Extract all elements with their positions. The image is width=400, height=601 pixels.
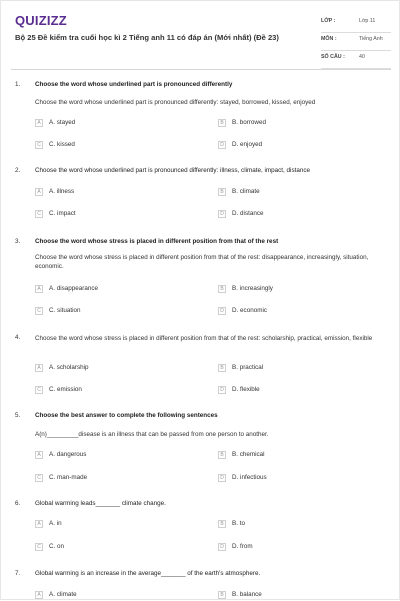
- question-number: 6.: [15, 500, 21, 507]
- option-text: A. scholarship: [49, 364, 89, 371]
- option-box: B: [218, 591, 226, 599]
- meta-count-label: SỐ CÂU :: [321, 54, 345, 60]
- worksheet-meta: [321, 15, 391, 69]
- option-text: A. climate: [49, 591, 77, 598]
- option-text: A. disappearance: [49, 285, 99, 292]
- option-text: B. to: [232, 520, 245, 527]
- option-text: C. kissed: [49, 141, 75, 148]
- option-text: D. flexible: [232, 386, 260, 393]
- meta-grade: [321, 15, 391, 33]
- question-number: 1.: [15, 81, 21, 88]
- question-heading: Choose the word whose underlined part is pronounced differently: illness, climate, impact, distance: [35, 167, 310, 174]
- header-divider: [11, 69, 391, 70]
- option-box: A: [35, 520, 43, 528]
- question-text: Choose the word whose stress is placed in different position from that of the rest: disappearance, increasingly, situation, economic.: [35, 254, 369, 270]
- option-text: C. impact: [49, 210, 76, 217]
- option-box: D: [218, 141, 226, 149]
- question-text: Choose the word whose underlined part is pronounced differently: stayed, borrowed, kissed, enjoyed: [35, 99, 316, 106]
- option-text: D. distance: [232, 210, 264, 217]
- question-heading: Choose the word whose stress is placed in different position from that of the rest: [35, 238, 279, 245]
- option-box: D: [218, 307, 226, 315]
- option-box: B: [218, 285, 226, 293]
- meta-count-value: 40: [359, 54, 365, 60]
- option-text: A. stayed: [49, 119, 76, 126]
- option-box: B: [218, 364, 226, 372]
- option-box: D: [218, 386, 226, 394]
- option-box: C: [35, 141, 43, 149]
- question-text: A(n)_________disease is an illness that can be passed from one person to another.: [35, 431, 269, 438]
- question-number: 2.: [15, 167, 21, 174]
- meta-subject: [321, 33, 391, 51]
- meta-grade-value: Lớp 11: [359, 18, 376, 24]
- option-text: A. illness: [49, 188, 75, 195]
- option-text: B. climate: [232, 188, 260, 195]
- option-text: A. dangerous: [49, 451, 87, 458]
- meta-grade-label: LỚP :: [321, 18, 336, 24]
- option-text: C. man-made: [49, 474, 88, 481]
- option-text: B. chemical: [232, 451, 265, 458]
- option-text: B. increasingly: [232, 285, 273, 292]
- option-text: C. situation: [49, 307, 81, 314]
- option-box: C: [35, 210, 43, 218]
- option-text: C. emission: [49, 386, 82, 393]
- option-box: B: [218, 520, 226, 528]
- option-box: B: [218, 451, 226, 459]
- option-box: C: [35, 474, 43, 482]
- option-text: B. balance: [232, 591, 262, 598]
- option-box: A: [35, 451, 43, 459]
- option-text: B. borrowed: [232, 119, 266, 126]
- option-text: D. economic: [232, 307, 267, 314]
- question-number: 4.: [15, 334, 21, 341]
- question-number: 5.: [15, 412, 21, 419]
- option-box: A: [35, 591, 43, 599]
- option-box: C: [35, 307, 43, 315]
- question-heading: Choose the word whose stress is placed in different position from that of the rest: scholarship, practical, emission, flexible: [35, 335, 373, 342]
- question-heading: Global warming leads_______ climate change.: [35, 500, 166, 507]
- meta-subject-value: Tiếng Anh: [359, 36, 383, 42]
- option-text: D. enjoyed: [232, 141, 263, 148]
- question-heading: Choose the best answer to complete the following sentences: [35, 412, 218, 419]
- option-box: B: [218, 119, 226, 127]
- option-box: A: [35, 188, 43, 196]
- option-box: D: [218, 543, 226, 551]
- option-text: C. on: [49, 543, 65, 550]
- question-number: 7.: [15, 570, 21, 577]
- option-box: B: [218, 188, 226, 196]
- option-box: C: [35, 386, 43, 394]
- question-heading: Choose the word whose underlined part is pronounced differently: [35, 81, 233, 88]
- question-number: 3.: [15, 238, 21, 245]
- option-text: B. practical: [232, 364, 264, 371]
- option-box: A: [35, 364, 43, 372]
- option-box: C: [35, 543, 43, 551]
- worksheet-title: Bộ 25 Đề kiểm tra cuối học kì 2 Tiếng anh 11 có đáp án (Mới nhất) (Đề 23): [15, 33, 279, 42]
- option-text: D. from: [232, 543, 253, 550]
- option-box: D: [218, 474, 226, 482]
- question-heading: Global warming is an increase in the average_______ of the earth's atmosphere.: [35, 570, 261, 577]
- option-text: D. infectious: [232, 474, 267, 481]
- option-box: D: [218, 210, 226, 218]
- option-box: A: [35, 119, 43, 127]
- quizizz-logo: QUIZIZZ: [15, 13, 67, 28]
- meta-count: [321, 51, 391, 69]
- option-text: A. in: [49, 520, 62, 527]
- meta-subject-label: MÔN :: [321, 36, 337, 42]
- option-box: A: [35, 285, 43, 293]
